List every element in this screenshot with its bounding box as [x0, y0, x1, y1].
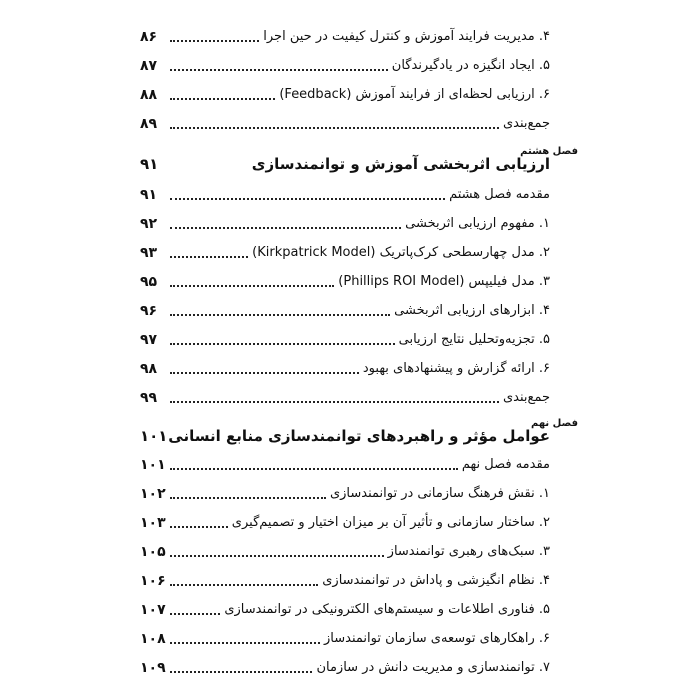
page-number: ۱۰۹ [140, 660, 166, 676]
page-number: ۸۹ [140, 116, 158, 132]
toc-entry[interactable] [140, 80, 550, 104]
toc-entry[interactable] [140, 354, 550, 378]
toc-entry[interactable] [140, 383, 550, 407]
entry-title: ۵. ایجاد انگیزه در یادگیرندگان [391, 58, 550, 73]
chapter-heading[interactable] [140, 418, 578, 446]
dot-leader [170, 401, 499, 403]
dot-leader [170, 613, 220, 615]
toc-entry[interactable] [140, 109, 550, 133]
entry-title: ۱. نقش فرهنگ سازمانی در توانمندسازی [329, 486, 550, 501]
dot-leader [170, 40, 259, 42]
entry-title: ۶. ارزیابی لحظه‌ای از فرایند آموزش (Feedback) [279, 87, 550, 102]
dot-leader [170, 343, 395, 345]
dot-leader [170, 584, 318, 586]
toc-entry[interactable] [140, 180, 550, 204]
dot-leader [170, 256, 248, 258]
chapter-page-number: ۱۰۱ [140, 427, 168, 445]
toc-entry[interactable] [140, 537, 550, 561]
dot-leader [170, 98, 275, 100]
page-number: ۹۱ [140, 187, 158, 203]
dot-leader [170, 526, 228, 528]
chapter-title: ارزیابی اثربخشی آموزش و توانمندسازی [251, 155, 550, 173]
page-number: ۸۷ [140, 58, 158, 74]
chapter-heading[interactable] [140, 146, 578, 174]
dot-leader [170, 285, 334, 287]
page-number: ۱۰۱ [140, 457, 166, 473]
dot-leader [170, 372, 359, 374]
page-number: ۹۳ [140, 245, 158, 261]
chapter-page-number: ۹۱ [140, 155, 159, 173]
table-of-contents [140, 22, 578, 688]
page-number: ۱۰۷ [140, 602, 166, 618]
toc-entry[interactable] [140, 51, 550, 75]
dot-leader [170, 314, 390, 316]
page-number: ۱۰۳ [140, 515, 166, 531]
dot-leader [170, 497, 326, 499]
page-number: ۹۲ [140, 216, 158, 232]
chapter-title: عوامل مؤثر و راهبردهای توانمندسازی منابع انسانی [168, 427, 550, 445]
toc-entry[interactable] [140, 479, 550, 503]
entry-title: ۱. مفهوم ارزیابی اثربخشی [405, 216, 550, 231]
page-number: ۸۸ [140, 87, 158, 103]
page-number: ۹۷ [140, 332, 158, 348]
toc-entry[interactable] [140, 624, 550, 648]
toc-entry[interactable] [140, 267, 550, 291]
entry-title: ۴. مدیریت فرایند آموزش و کنترل کیفیت در حین اجرا [263, 29, 550, 44]
dot-leader [170, 227, 401, 229]
toc-entry[interactable] [140, 566, 550, 590]
chapter-label: فصل هشتم [520, 146, 578, 157]
page-number: ۹۶ [140, 303, 158, 319]
entry-title: ۳. سبک‌های رهبری توانمندساز [387, 544, 550, 559]
toc-entry[interactable] [140, 595, 550, 619]
entry-title: جمع‌بندی [502, 390, 550, 405]
dot-leader [170, 671, 312, 673]
toc-entry[interactable] [140, 209, 550, 233]
dot-leader [170, 127, 499, 129]
dot-leader [170, 642, 320, 644]
dot-leader [170, 555, 384, 557]
toc-entry[interactable] [140, 450, 550, 474]
page-number: ۱۰۶ [140, 573, 166, 589]
toc-entry[interactable] [140, 296, 550, 320]
entry-title: ۲. ساختار سازمانی و تأثیر آن بر میزان اختیار و تصمیم‌گیری [231, 515, 550, 530]
entry-title: ۶. راهکارهای توسعه‌ی سازمان توانمندساز [323, 631, 550, 646]
toc-entry[interactable] [140, 22, 550, 46]
entry-title: مقدمه فصل هشتم [449, 187, 550, 202]
dot-leader [170, 468, 458, 470]
page-number: ۹۵ [140, 274, 158, 290]
page-number: ۱۰۵ [140, 544, 166, 560]
page-number: ۸۶ [140, 29, 158, 45]
entry-title: ۴. نظام انگیزشی و پاداش در توانمندسازی [322, 573, 550, 588]
chapter-label: فصل نهم [530, 418, 578, 429]
entry-title: ۳. مدل فیلیپس (Phillips ROI Model) [338, 274, 550, 289]
entry-title: ۲. مدل چهارسطحی کرک‌پاتریک (Kirkpatrick Model) [252, 245, 550, 260]
toc-entry[interactable] [140, 653, 550, 677]
page-number: ۱۰۲ [140, 486, 166, 502]
entry-title: ۴. ابزارهای ارزیابی اثربخشی [394, 303, 550, 318]
entry-title: ۵. تجزیه‌وتحلیل نتایج ارزیابی [398, 332, 550, 347]
entry-title: جمع‌بندی [502, 116, 550, 131]
entry-title: ۵. فناوری اطلاعات و سیستم‌های الکترونیکی در توانمندسازی [224, 602, 550, 617]
dot-leader [170, 69, 388, 71]
entry-title: ۶. ارائه گزارش و پیشنهادهای بهبود [362, 361, 550, 376]
toc-entry[interactable] [140, 325, 550, 349]
entry-title: ۷. توانمندسازی و مدیریت دانش در سازمان [316, 660, 550, 675]
toc-entry[interactable] [140, 508, 550, 532]
toc-entry[interactable] [140, 238, 550, 262]
entry-title: مقدمه فصل نهم [461, 457, 550, 472]
page-number: ۹۸ [140, 361, 158, 377]
dot-leader [170, 198, 445, 200]
page-number: ۱۰۸ [140, 631, 166, 647]
page-number: ۹۹ [140, 390, 158, 406]
